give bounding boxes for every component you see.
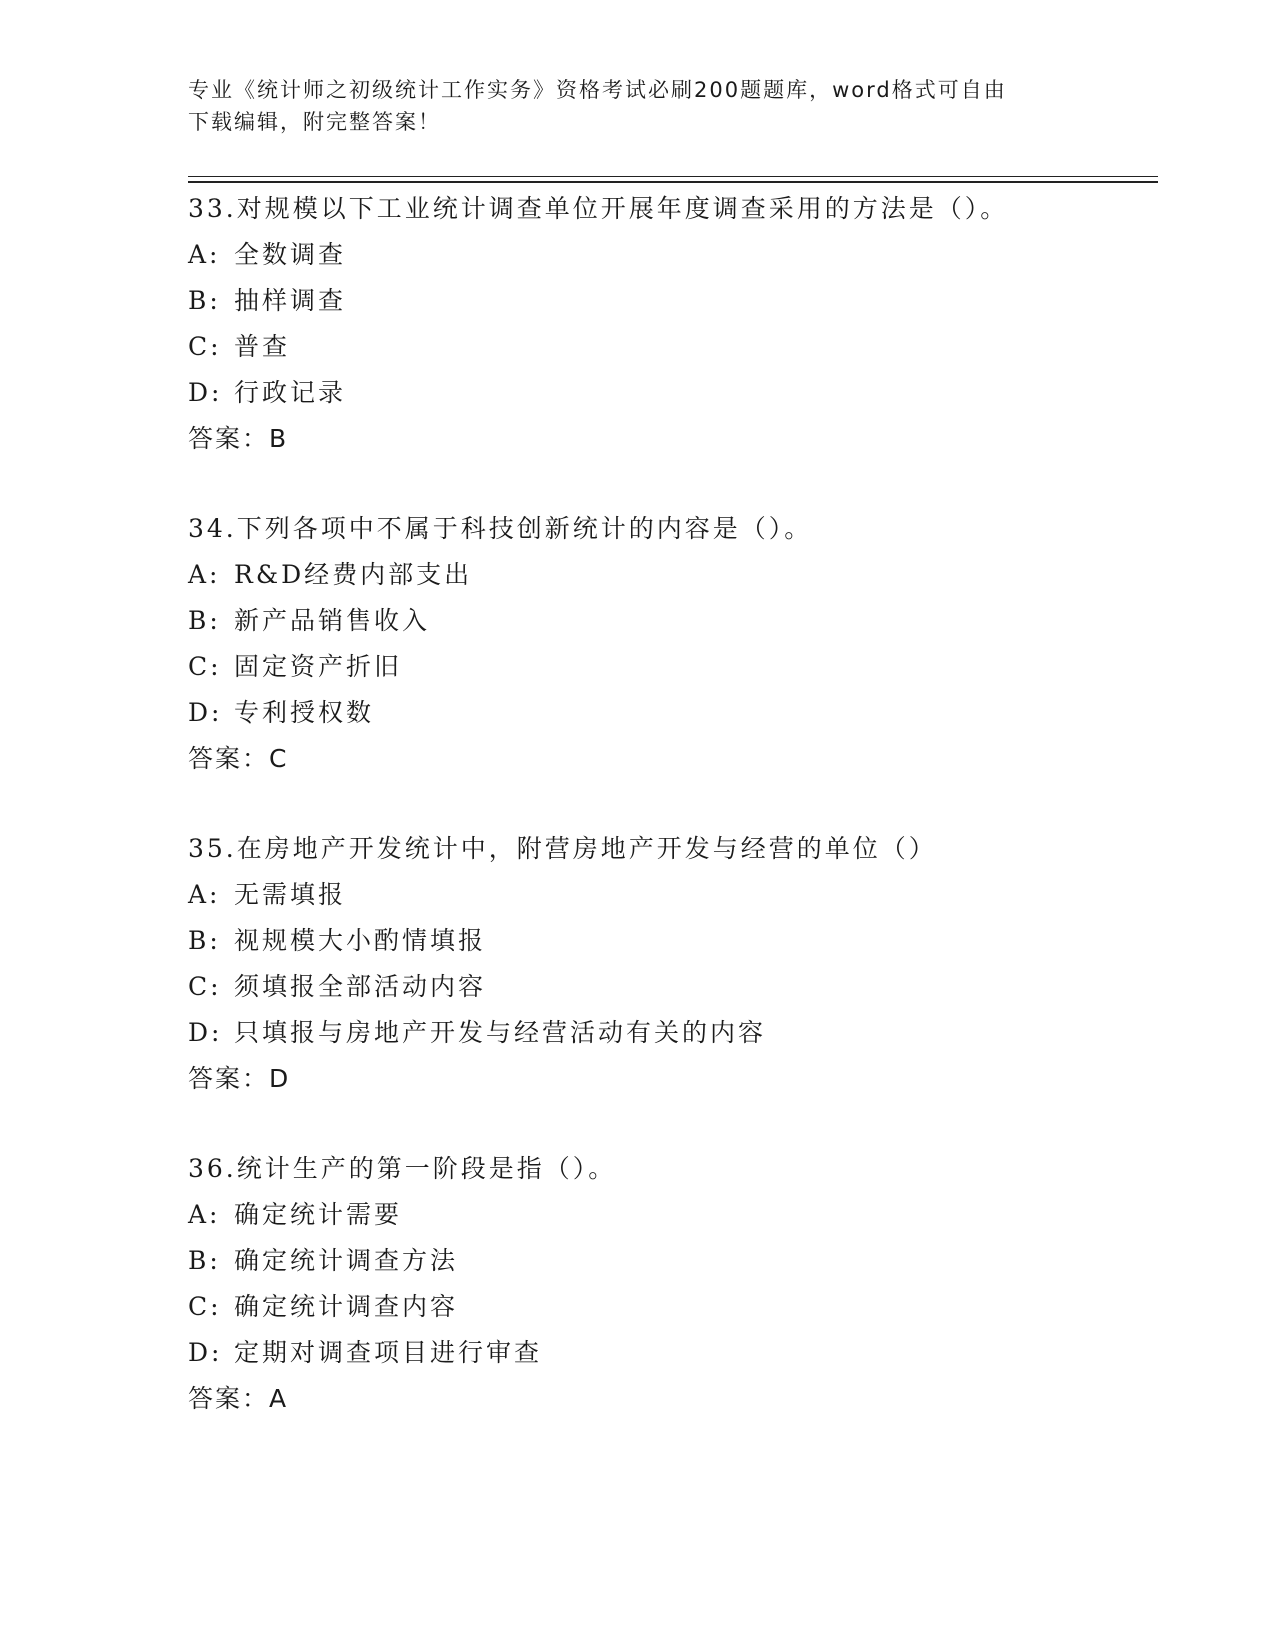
- option-a: [188, 1192, 1148, 1238]
- document-header: [188, 74, 1068, 138]
- option-c: [188, 324, 1148, 370]
- option-letter: D:: [188, 378, 223, 407]
- option-c: [188, 644, 1148, 690]
- option-a: [188, 552, 1148, 598]
- option-letter: C:: [188, 972, 222, 1001]
- option-letter: B:: [188, 1246, 221, 1275]
- option-d: [188, 370, 1148, 416]
- option-text: 只填报与房地产开发与经营活动有关的内容: [234, 1018, 767, 1047]
- question-stem: 36.统计生产的第一阶段是指（）。: [188, 1154, 617, 1183]
- option-text: 确定统计需要: [234, 1200, 403, 1229]
- question-stem: 34.下列各项中不属于科技创新统计的内容是（）。: [188, 514, 813, 543]
- question-block: [188, 1146, 1148, 1422]
- option-b: [188, 278, 1148, 324]
- header-divider-thin: [188, 176, 1158, 177]
- option-d: [188, 1330, 1148, 1376]
- question-block: [188, 506, 1148, 782]
- header-line-1: 专业《统计师之初级统计工作实务》资格考试必刷200题题库，word格式可自由: [188, 78, 1007, 102]
- option-text: 定期对调查项目进行审查: [234, 1338, 543, 1367]
- option-d: [188, 1010, 1148, 1056]
- option-letter: D:: [188, 1338, 223, 1367]
- question-block: [188, 186, 1148, 462]
- option-letter: A:: [188, 1200, 221, 1229]
- option-c: [188, 1284, 1148, 1330]
- option-letter: D:: [188, 1018, 223, 1047]
- question-stem: 35.在房地产开发统计中，附营房地产开发与经营的单位（）: [188, 834, 937, 863]
- option-d: [188, 690, 1148, 736]
- answer-line: 答案：A: [188, 1384, 289, 1413]
- option-letter: B:: [188, 286, 221, 315]
- option-text: 抽样调查: [234, 286, 347, 315]
- option-text: 无需填报: [234, 880, 347, 909]
- header-divider-thick: [188, 181, 1158, 183]
- option-c: [188, 964, 1148, 1010]
- answer-line: 答案：C: [188, 744, 289, 773]
- option-text: 普查: [234, 332, 291, 361]
- option-text: 新产品销售收入: [234, 606, 431, 635]
- option-letter: A:: [188, 240, 221, 269]
- option-text: 专利授权数: [234, 698, 375, 727]
- answer-line: 答案：B: [188, 424, 289, 453]
- option-letter: C:: [188, 652, 222, 681]
- option-text: 行政记录: [234, 378, 347, 407]
- option-text: 确定统计调查内容: [234, 1292, 459, 1321]
- option-letter: C:: [188, 332, 222, 361]
- option-text: 固定资产折旧: [234, 652, 403, 681]
- option-text: 确定统计调查方法: [234, 1246, 459, 1275]
- question-block: [188, 826, 1148, 1102]
- option-letter: B:: [188, 926, 221, 955]
- option-b: [188, 1238, 1148, 1284]
- option-text: 视规模大小酌情填报: [234, 926, 487, 955]
- option-letter: D:: [188, 698, 223, 727]
- option-letter: A:: [188, 880, 221, 909]
- option-letter: C:: [188, 1292, 222, 1321]
- option-letter: A:: [188, 560, 221, 589]
- option-text: R&D经费内部支出: [234, 560, 473, 589]
- option-a: [188, 232, 1148, 278]
- option-b: [188, 918, 1148, 964]
- question-stem: 33.对规模以下工业统计调查单位开展年度调查采用的方法是（）。: [188, 194, 1009, 223]
- option-text: 全数调查: [234, 240, 347, 269]
- option-letter: B:: [188, 606, 221, 635]
- option-text: 须填报全部活动内容: [234, 972, 487, 1001]
- option-b: [188, 598, 1148, 644]
- option-a: [188, 872, 1148, 918]
- header-line-2: 下载编辑，附完整答案！: [188, 110, 441, 134]
- answer-line: 答案：D: [188, 1064, 291, 1093]
